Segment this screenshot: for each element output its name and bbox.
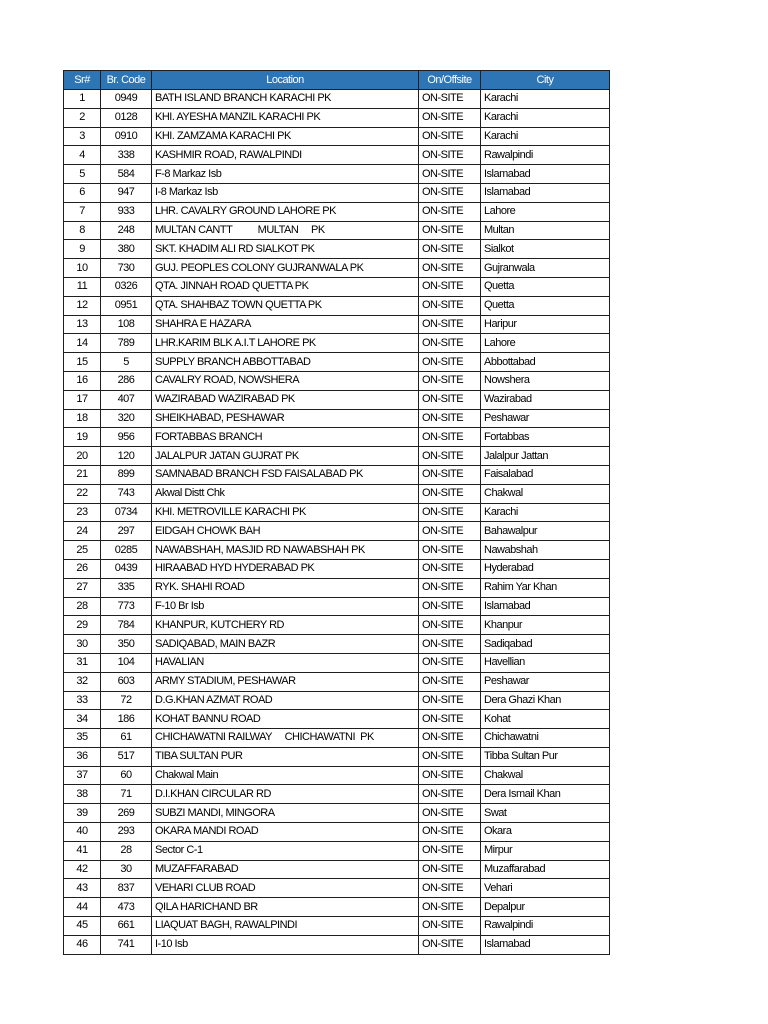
branch-table xyxy=(63,70,610,955)
cell-sr: 9 xyxy=(64,240,101,259)
cell-location: LHR. CAVALRY GROUND LAHORE PK xyxy=(152,202,419,221)
cell-location: SAMNABAD BRANCH FSD FAISALABAD PK xyxy=(152,465,419,484)
cell-city: Tibba Sultan Pur xyxy=(481,747,610,766)
cell-on-offsite: ON-SITE xyxy=(419,766,481,785)
cell-location: Akwal Distt Chk xyxy=(152,484,419,503)
table-header-row xyxy=(64,71,610,90)
cell-on-offsite: ON-SITE xyxy=(419,729,481,748)
cell-br-code: 61 xyxy=(101,729,152,748)
cell-sr: 37 xyxy=(64,766,101,785)
cell-br-code: 837 xyxy=(101,879,152,898)
cell-location: I-8 Markaz Isb xyxy=(152,183,419,202)
cell-on-offsite: ON-SITE xyxy=(419,465,481,484)
table-row xyxy=(64,108,610,127)
cell-on-offsite: ON-SITE xyxy=(419,917,481,936)
table-row xyxy=(64,127,610,146)
cell-sr: 31 xyxy=(64,653,101,672)
cell-location: WAZIRABAD WAZIRABAD PK xyxy=(152,390,419,409)
cell-location: LIAQUAT BAGH, RAWALPINDI xyxy=(152,917,419,936)
cell-on-offsite: ON-SITE xyxy=(419,635,481,654)
cell-on-offsite: ON-SITE xyxy=(419,240,481,259)
cell-sr: 39 xyxy=(64,804,101,823)
cell-city: Islamabad xyxy=(481,597,610,616)
cell-location: Chakwal Main xyxy=(152,766,419,785)
cell-br-code: 741 xyxy=(101,935,152,954)
cell-location: FORTABBAS BRANCH xyxy=(152,428,419,447)
cell-br-code: 320 xyxy=(101,409,152,428)
cell-br-code: 108 xyxy=(101,315,152,334)
cell-city: Nowshera xyxy=(481,371,610,390)
cell-on-offsite: ON-SITE xyxy=(419,935,481,954)
cell-br-code: 248 xyxy=(101,221,152,240)
cell-br-code: 286 xyxy=(101,371,152,390)
cell-location: TIBA SULTAN PUR xyxy=(152,747,419,766)
cell-sr: 29 xyxy=(64,616,101,635)
cell-location: QILA HARICHAND BR xyxy=(152,898,419,917)
cell-city: Islamabad xyxy=(481,183,610,202)
cell-sr: 10 xyxy=(64,259,101,278)
cell-sr: 34 xyxy=(64,710,101,729)
cell-city: Lahore xyxy=(481,202,610,221)
cell-city: Vehari xyxy=(481,879,610,898)
cell-location: KASHMIR ROAD, RAWALPINDI xyxy=(152,146,419,165)
cell-on-offsite: ON-SITE xyxy=(419,183,481,202)
cell-br-code: 730 xyxy=(101,259,152,278)
cell-on-offsite: ON-SITE xyxy=(419,616,481,635)
cell-location: MULTAN CANTT MULTAN PK xyxy=(152,221,419,240)
cell-city: Quetta xyxy=(481,296,610,315)
cell-sr: 35 xyxy=(64,729,101,748)
cell-on-offsite: ON-SITE xyxy=(419,353,481,372)
table-row xyxy=(64,390,610,409)
cell-sr: 17 xyxy=(64,390,101,409)
table-row xyxy=(64,221,610,240)
table-row xyxy=(64,785,610,804)
cell-br-code: 0326 xyxy=(101,277,152,296)
cell-location: KHANPUR, KUTCHERY RD xyxy=(152,616,419,635)
cell-br-code: 338 xyxy=(101,146,152,165)
cell-location: SKT. KHADIM ALI RD SIALKOT PK xyxy=(152,240,419,259)
cell-city: Islamabad xyxy=(481,935,610,954)
table-row xyxy=(64,578,610,597)
cell-city: Havellian xyxy=(481,653,610,672)
table-row xyxy=(64,165,610,184)
table-row xyxy=(64,597,610,616)
cell-br-code: 407 xyxy=(101,390,152,409)
cell-location: F-10 Br Isb xyxy=(152,597,419,616)
table-row xyxy=(64,465,610,484)
cell-br-code: 517 xyxy=(101,747,152,766)
cell-on-offsite: ON-SITE xyxy=(419,296,481,315)
cell-city: Khanpur xyxy=(481,616,610,635)
cell-br-code: 899 xyxy=(101,465,152,484)
cell-sr: 44 xyxy=(64,898,101,917)
cell-on-offsite: ON-SITE xyxy=(419,221,481,240)
cell-on-offsite: ON-SITE xyxy=(419,277,481,296)
cell-city: Chakwal xyxy=(481,766,610,785)
cell-sr: 16 xyxy=(64,371,101,390)
cell-on-offsite: ON-SITE xyxy=(419,578,481,597)
cell-city: Islamabad xyxy=(481,165,610,184)
cell-location: D.I.KHAN CIRCULAR RD xyxy=(152,785,419,804)
cell-on-offsite: ON-SITE xyxy=(419,879,481,898)
cell-on-offsite: ON-SITE xyxy=(419,315,481,334)
cell-city: Peshawar xyxy=(481,672,610,691)
cell-br-code: 120 xyxy=(101,447,152,466)
table-row xyxy=(64,428,610,447)
cell-sr: 7 xyxy=(64,202,101,221)
table-row xyxy=(64,898,610,917)
cell-sr: 27 xyxy=(64,578,101,597)
cell-sr: 43 xyxy=(64,879,101,898)
table-row xyxy=(64,653,610,672)
cell-city: Chichawatni xyxy=(481,729,610,748)
cell-br-code: 0285 xyxy=(101,541,152,560)
table-row xyxy=(64,240,610,259)
cell-sr: 13 xyxy=(64,315,101,334)
cell-location: F-8 Markaz Isb xyxy=(152,165,419,184)
table-row xyxy=(64,860,610,879)
cell-on-offsite: ON-SITE xyxy=(419,165,481,184)
table-row xyxy=(64,766,610,785)
cell-sr: 11 xyxy=(64,277,101,296)
table-row xyxy=(64,353,610,372)
cell-sr: 23 xyxy=(64,503,101,522)
cell-br-code: 661 xyxy=(101,917,152,936)
table-row xyxy=(64,879,610,898)
table-row xyxy=(64,710,610,729)
cell-sr: 30 xyxy=(64,635,101,654)
table-row xyxy=(64,917,610,936)
cell-on-offsite: ON-SITE xyxy=(419,541,481,560)
cell-city: Rawalpindi xyxy=(481,146,610,165)
table-row xyxy=(64,146,610,165)
cell-sr: 4 xyxy=(64,146,101,165)
table-row xyxy=(64,522,610,541)
header-location: Location xyxy=(152,71,419,90)
cell-br-code: 297 xyxy=(101,522,152,541)
cell-on-offsite: ON-SITE xyxy=(419,672,481,691)
cell-city: Sadiqabad xyxy=(481,635,610,654)
cell-on-offsite: ON-SITE xyxy=(419,428,481,447)
cell-location: SUPPLY BRANCH ABBOTTABAD xyxy=(152,353,419,372)
cell-city: Hyderabad xyxy=(481,559,610,578)
cell-city: Muzaffarabad xyxy=(481,860,610,879)
cell-location: SUBZI MANDI, MINGORA xyxy=(152,804,419,823)
cell-location: KOHAT BANNU ROAD xyxy=(152,710,419,729)
cell-sr: 41 xyxy=(64,841,101,860)
table-row xyxy=(64,409,610,428)
cell-sr: 21 xyxy=(64,465,101,484)
cell-br-code: 60 xyxy=(101,766,152,785)
table-row xyxy=(64,635,610,654)
cell-location: RYK. SHAHI ROAD xyxy=(152,578,419,597)
cell-sr: 38 xyxy=(64,785,101,804)
branch-table-container xyxy=(63,70,609,955)
cell-br-code: 5 xyxy=(101,353,152,372)
cell-br-code: 743 xyxy=(101,484,152,503)
cell-city: Gujranwala xyxy=(481,259,610,278)
cell-br-code: 186 xyxy=(101,710,152,729)
cell-br-code: 603 xyxy=(101,672,152,691)
cell-location: LHR.KARIM BLK A.I.T LAHORE PK xyxy=(152,334,419,353)
cell-location: QTA. SHAHBAZ TOWN QUETTA PK xyxy=(152,296,419,315)
cell-city: Karachi xyxy=(481,90,610,109)
cell-location: D.G.KHAN AZMAT ROAD xyxy=(152,691,419,710)
cell-br-code: 0949 xyxy=(101,90,152,109)
cell-city: Karachi xyxy=(481,503,610,522)
cell-on-offsite: ON-SITE xyxy=(419,371,481,390)
table-row xyxy=(64,296,610,315)
cell-sr: 33 xyxy=(64,691,101,710)
cell-br-code: 335 xyxy=(101,578,152,597)
cell-br-code: 28 xyxy=(101,841,152,860)
cell-city: Haripur xyxy=(481,315,610,334)
cell-sr: 22 xyxy=(64,484,101,503)
cell-on-offsite: ON-SITE xyxy=(419,747,481,766)
cell-br-code: 0128 xyxy=(101,108,152,127)
cell-on-offsite: ON-SITE xyxy=(419,653,481,672)
cell-sr: 42 xyxy=(64,860,101,879)
cell-on-offsite: ON-SITE xyxy=(419,785,481,804)
header-br-code: Br. Code xyxy=(101,71,152,90)
cell-city: Rahim Yar Khan xyxy=(481,578,610,597)
cell-sr: 2 xyxy=(64,108,101,127)
cell-sr: 19 xyxy=(64,428,101,447)
cell-br-code: 773 xyxy=(101,597,152,616)
cell-location: KHI. AYESHA MANZIL KARACHI PK xyxy=(152,108,419,127)
cell-sr: 3 xyxy=(64,127,101,146)
cell-location: ARMY STADIUM, PESHAWAR xyxy=(152,672,419,691)
cell-location: CAVALRY ROAD, NOWSHERA xyxy=(152,371,419,390)
cell-city: Abbottabad xyxy=(481,353,610,372)
cell-sr: 5 xyxy=(64,165,101,184)
cell-location: CHICHAWATNI RAILWAY CHICHAWATNI PK xyxy=(152,729,419,748)
cell-sr: 46 xyxy=(64,935,101,954)
cell-sr: 6 xyxy=(64,183,101,202)
table-row xyxy=(64,691,610,710)
table-row xyxy=(64,315,610,334)
table-row xyxy=(64,841,610,860)
cell-sr: 20 xyxy=(64,447,101,466)
table-row xyxy=(64,823,610,842)
cell-city: Peshawar xyxy=(481,409,610,428)
table-row xyxy=(64,559,610,578)
cell-on-offsite: ON-SITE xyxy=(419,334,481,353)
cell-on-offsite: ON-SITE xyxy=(419,804,481,823)
cell-location: NAWABSHAH, MASJID RD NAWABSHAH PK xyxy=(152,541,419,560)
cell-city: Okara xyxy=(481,823,610,842)
cell-on-offsite: ON-SITE xyxy=(419,841,481,860)
cell-sr: 26 xyxy=(64,559,101,578)
cell-city: Bahawalpur xyxy=(481,522,610,541)
cell-city: Lahore xyxy=(481,334,610,353)
cell-on-offsite: ON-SITE xyxy=(419,710,481,729)
cell-city: Sialkot xyxy=(481,240,610,259)
cell-on-offsite: ON-SITE xyxy=(419,823,481,842)
cell-sr: 40 xyxy=(64,823,101,842)
cell-on-offsite: ON-SITE xyxy=(419,559,481,578)
cell-on-offsite: ON-SITE xyxy=(419,691,481,710)
header-sr: Sr# xyxy=(64,71,101,90)
cell-on-offsite: ON-SITE xyxy=(419,259,481,278)
cell-br-code: 380 xyxy=(101,240,152,259)
cell-br-code: 104 xyxy=(101,653,152,672)
cell-city: Swat xyxy=(481,804,610,823)
table-body xyxy=(64,90,610,955)
cell-city: Kohat xyxy=(481,710,610,729)
cell-location: EIDGAH CHOWK BAH xyxy=(152,522,419,541)
table-row xyxy=(64,935,610,954)
cell-sr: 45 xyxy=(64,917,101,936)
cell-city: Dera Ismail Khan xyxy=(481,785,610,804)
cell-br-code: 0910 xyxy=(101,127,152,146)
cell-sr: 8 xyxy=(64,221,101,240)
cell-on-offsite: ON-SITE xyxy=(419,390,481,409)
cell-location: Sector C-1 xyxy=(152,841,419,860)
cell-br-code: 956 xyxy=(101,428,152,447)
cell-city: Karachi xyxy=(481,127,610,146)
cell-location: OKARA MANDI ROAD xyxy=(152,823,419,842)
cell-sr: 1 xyxy=(64,90,101,109)
cell-sr: 28 xyxy=(64,597,101,616)
cell-location: MUZAFFARABAD xyxy=(152,860,419,879)
cell-location: JALALPUR JATAN GUJRAT PK xyxy=(152,447,419,466)
table-row xyxy=(64,503,610,522)
cell-location: VEHARI CLUB ROAD xyxy=(152,879,419,898)
cell-sr: 25 xyxy=(64,541,101,560)
cell-on-offsite: ON-SITE xyxy=(419,447,481,466)
table-row xyxy=(64,202,610,221)
cell-on-offsite: ON-SITE xyxy=(419,409,481,428)
cell-location: HAVALIAN xyxy=(152,653,419,672)
table-row xyxy=(64,277,610,296)
cell-city: Mirpur xyxy=(481,841,610,860)
cell-sr: 15 xyxy=(64,353,101,372)
cell-sr: 24 xyxy=(64,522,101,541)
cell-sr: 36 xyxy=(64,747,101,766)
cell-location: SHAHRA E HAZARA xyxy=(152,315,419,334)
cell-city: Multan xyxy=(481,221,610,240)
cell-city: Depalpur xyxy=(481,898,610,917)
cell-sr: 12 xyxy=(64,296,101,315)
cell-location: QTA. JINNAH ROAD QUETTA PK xyxy=(152,277,419,296)
cell-on-offsite: ON-SITE xyxy=(419,503,481,522)
cell-br-code: 947 xyxy=(101,183,152,202)
cell-on-offsite: ON-SITE xyxy=(419,108,481,127)
cell-br-code: 71 xyxy=(101,785,152,804)
cell-city: Chakwal xyxy=(481,484,610,503)
table-row xyxy=(64,334,610,353)
cell-location: HIRAABAD HYD HYDERABAD PK xyxy=(152,559,419,578)
cell-city: Jalalpur Jattan xyxy=(481,447,610,466)
cell-on-offsite: ON-SITE xyxy=(419,597,481,616)
cell-on-offsite: ON-SITE xyxy=(419,146,481,165)
cell-br-code: 933 xyxy=(101,202,152,221)
cell-city: Wazirabad xyxy=(481,390,610,409)
cell-city: Rawalpindi xyxy=(481,917,610,936)
cell-br-code: 293 xyxy=(101,823,152,842)
cell-on-offsite: ON-SITE xyxy=(419,127,481,146)
cell-on-offsite: ON-SITE xyxy=(419,90,481,109)
cell-on-offsite: ON-SITE xyxy=(419,484,481,503)
cell-on-offsite: ON-SITE xyxy=(419,860,481,879)
table-row xyxy=(64,729,610,748)
cell-city: Karachi xyxy=(481,108,610,127)
cell-location: GUJ. PEOPLES COLONY GUJRANWALA PK xyxy=(152,259,419,278)
cell-city: Faisalabad xyxy=(481,465,610,484)
header-on-offsite: On/Offsite xyxy=(419,71,481,90)
table-row xyxy=(64,804,610,823)
cell-sr: 32 xyxy=(64,672,101,691)
cell-br-code: 0951 xyxy=(101,296,152,315)
cell-sr: 14 xyxy=(64,334,101,353)
table-row xyxy=(64,259,610,278)
cell-on-offsite: ON-SITE xyxy=(419,202,481,221)
table-row xyxy=(64,447,610,466)
cell-location: I-10 Isb xyxy=(152,935,419,954)
table-row xyxy=(64,183,610,202)
table-row xyxy=(64,371,610,390)
cell-br-code: 269 xyxy=(101,804,152,823)
table-row xyxy=(64,672,610,691)
cell-br-code: 789 xyxy=(101,334,152,353)
table-row xyxy=(64,484,610,503)
cell-location: SHEIKHABAD, PESHAWAR xyxy=(152,409,419,428)
cell-br-code: 350 xyxy=(101,635,152,654)
cell-location: KHI. ZAMZAMA KARACHI PK xyxy=(152,127,419,146)
table-row xyxy=(64,616,610,635)
cell-city: Fortabbas xyxy=(481,428,610,447)
cell-location: BATH ISLAND BRANCH KARACHI PK xyxy=(152,90,419,109)
cell-sr: 18 xyxy=(64,409,101,428)
cell-on-offsite: ON-SITE xyxy=(419,522,481,541)
cell-br-code: 0439 xyxy=(101,559,152,578)
cell-city: Dera Ghazi Khan xyxy=(481,691,610,710)
header-city: City xyxy=(481,71,610,90)
table-row xyxy=(64,541,610,560)
table-row xyxy=(64,747,610,766)
cell-city: Quetta xyxy=(481,277,610,296)
cell-br-code: 473 xyxy=(101,898,152,917)
cell-location: SADIQABAD, MAIN BAZR xyxy=(152,635,419,654)
cell-on-offsite: ON-SITE xyxy=(419,898,481,917)
cell-location: KHI. METROVILLE KARACHI PK xyxy=(152,503,419,522)
cell-city: Nawabshah xyxy=(481,541,610,560)
cell-br-code: 584 xyxy=(101,165,152,184)
cell-br-code: 30 xyxy=(101,860,152,879)
cell-br-code: 72 xyxy=(101,691,152,710)
table-row xyxy=(64,90,610,109)
cell-br-code: 0734 xyxy=(101,503,152,522)
cell-br-code: 784 xyxy=(101,616,152,635)
